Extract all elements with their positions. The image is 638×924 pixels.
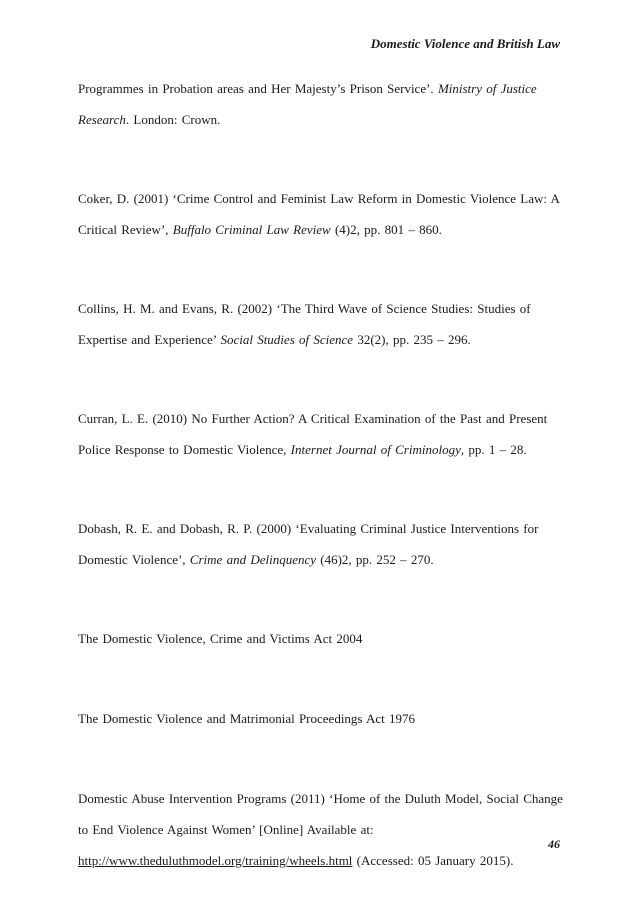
- reference-list: [78, 73, 563, 924]
- reference-entry-dobash: [78, 513, 563, 575]
- reference-entry-curran: [78, 403, 563, 465]
- reference-text: The Domestic Violence, Crime and Victims Act 2004: [78, 631, 363, 646]
- reference-text: Coker, D. (2001) ‘Crime Control and Feminist Law Reform in Domestic Violence Law: A Critical Review’,: [78, 191, 560, 237]
- reference-source-title: Ministry of Justice Research: [78, 81, 537, 127]
- reference-text: Domestic Abuse Intervention Programs (2011) ‘Home of the Duluth Model, Social Change to End Violence Against Women’ [Online] Available at:: [78, 791, 563, 837]
- reference-text: 32(2), pp. 235 – 296.: [353, 332, 471, 347]
- reference-text: (Accessed: 05 January 2015).: [352, 853, 514, 868]
- reference-text: , pp. 1 – 28.: [460, 442, 527, 457]
- reference-entry-collins: [78, 293, 563, 355]
- reference-entry-dvmpa-1976: [78, 703, 563, 734]
- reference-text: . London: Crown.: [125, 112, 221, 127]
- page-number: 46: [548, 837, 560, 851]
- reference-source-title: Buffalo Criminal Law Review: [172, 222, 331, 237]
- reference-text: The Domestic Violence and Matrimonial Proceedings Act 1976: [78, 711, 416, 726]
- reference-entry-dvcva-2004: [78, 623, 563, 654]
- reference-text: Curran, L. E. (2010) No Further Action? A Critical Examination of the Past and Present Police Response to Domestic Violence,: [78, 411, 548, 457]
- reference-text: Programmes in Probation areas and Her Majesty’s Prison Service’.: [78, 81, 438, 96]
- reference-source-title: Internet Journal of Criminology: [290, 442, 461, 457]
- running-header: Domestic Violence and British Law: [370, 36, 560, 51]
- reference-source-title: Crime and Delinquency: [189, 552, 317, 567]
- reference-url-link[interactable]: http://www.theduluthmodel.org/training/wheels.html: [78, 853, 353, 868]
- reference-source-title: Social Studies of Science: [220, 332, 354, 347]
- reference-entry-duluth: [78, 783, 563, 876]
- reference-text: Collins, H. M. and Evans, R. (2002) ‘The Third Wave of Science Studies: Studies of Expertise and Experience’: [78, 301, 531, 347]
- reference-text: (4)2, pp. 801 – 860.: [330, 222, 442, 237]
- reference-entry-coker: [78, 183, 563, 245]
- reference-entry-moj: [78, 73, 563, 135]
- reference-text: (46)2, pp. 252 – 270.: [316, 552, 434, 567]
- reference-text: Dobash, R. E. and Dobash, R. P. (2000) ‘Evaluating Criminal Justice Interventions for Domestic Violence’,: [78, 521, 539, 567]
